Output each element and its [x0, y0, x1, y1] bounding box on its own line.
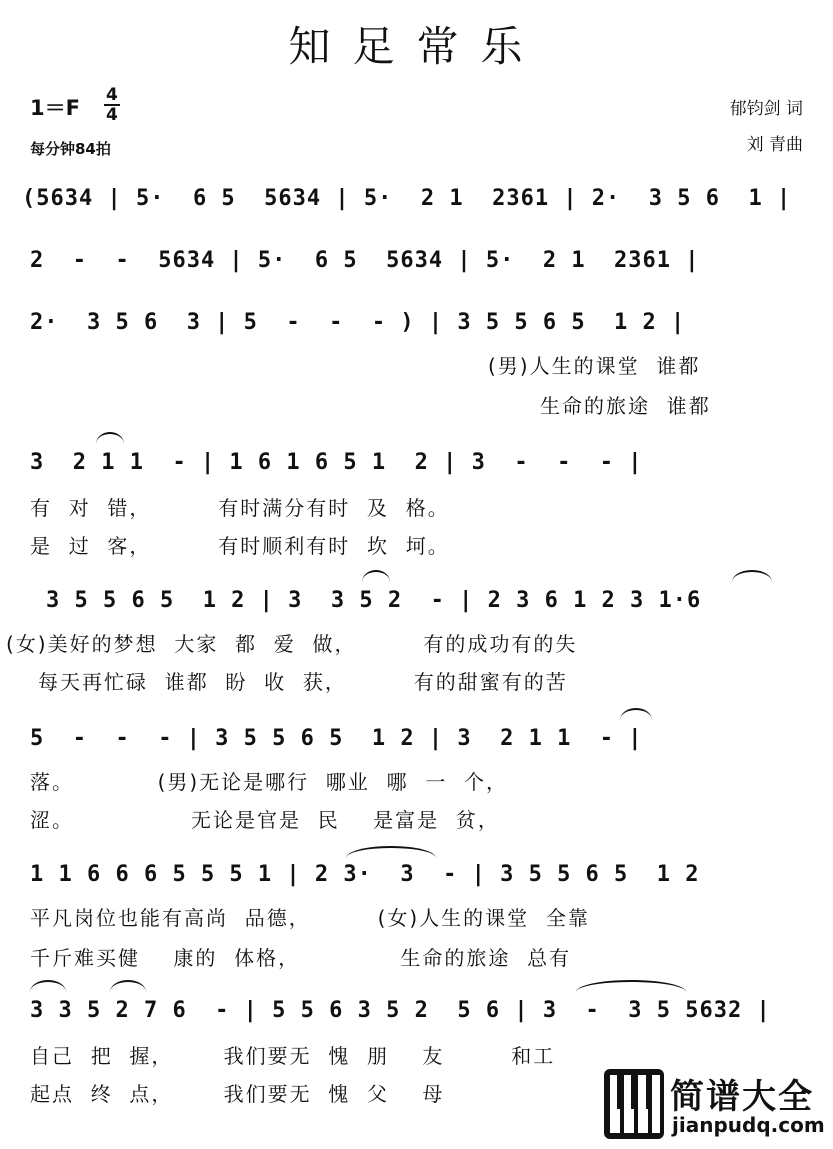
- lyric-line: (男)人生的课堂 谁都: [488, 354, 701, 378]
- tie-arc: [620, 708, 652, 720]
- lyric-line: 自己 把 握， 我们要无 愧 朋 友 和工: [30, 1044, 556, 1068]
- notation-row: (5634 | 5· 6 5 5634 | 5· 2 1 2361 | 2· 3 5 6 1 |: [22, 186, 792, 211]
- notation-row: 2 - - 5634 | 5· 6 5 5634 | 5· 2 1 2361 |: [30, 248, 700, 273]
- lyric-line: 生命的旅途 谁都: [540, 394, 711, 418]
- tempo-marking: 每分钟84拍: [30, 140, 111, 158]
- composer-credit: 刘 青曲: [746, 135, 803, 155]
- lyricist-credit: 郁钧剑 词: [729, 99, 803, 119]
- lyric-line: 每天再忙碌 谁都 盼 收 获， 有的甜蜜有的苦: [38, 670, 568, 694]
- notation-row: 5 - - - | 3 5 5 6 5 1 2 | 3 2 1 1 - |: [30, 726, 643, 751]
- lyric-line: 起点 终 点， 我们要无 愧 父 母: [30, 1082, 445, 1106]
- time-signature: $\frac{4}{4}$: [106, 85, 118, 125]
- notation-row: 1 1 6 6 6 5 5 5 1 | 2 3· 3 - | 3 5 5 6 5 1 2: [30, 862, 700, 887]
- tie-arc: [576, 980, 686, 992]
- tie-arc: [30, 980, 66, 992]
- tie-arc: [346, 846, 436, 858]
- lyric-line: (女)美好的梦想 大家 都 爱 做， 有的成功有的失: [6, 632, 578, 656]
- watermark-url: jianpudq.com: [672, 1113, 825, 1137]
- lyric-line: 千斤难买健 康的 体格， 生命的旅途 总有: [30, 946, 572, 970]
- tie-arc: [732, 570, 772, 582]
- lyric-line: 落。 (男)无论是哪行 哪业 哪 一 个，: [30, 770, 509, 794]
- song-title: 知足常乐: [288, 22, 545, 71]
- key-signature: 1＝F: [30, 96, 80, 120]
- notation-row: 3 2 1 1 - | 1 6 1 6 5 1 2 | 3 - - - |: [30, 450, 643, 475]
- tie-arc: [96, 432, 124, 444]
- tie-arc: [362, 570, 390, 582]
- watermark-name: 简谱大全: [670, 1077, 814, 1117]
- watermark-logo: [602, 1065, 827, 1143]
- lyric-line: 平凡岗位也能有高尚 品德， (女)人生的课堂 全靠: [30, 906, 590, 930]
- lyric-line: 有 对 错， 有时满分有时 及 格。: [30, 496, 450, 520]
- lyric-line: 是 过 客， 有时顺利有时 坎 坷。: [30, 534, 450, 558]
- lyric-line: 涩。 无论是官是 民 是富是 贫，: [30, 808, 500, 832]
- notation-row: 3 3 5 2 7 6 - | 5 5 6 3 5 2 5 6 | 3 - 3 5 5632 |: [30, 998, 771, 1023]
- tie-arc: [110, 980, 146, 992]
- notation-row: 3 5 5 6 5 1 2 | 3 3 5 2 - | 2 3 6 1 2 3 1·6: [46, 588, 702, 613]
- notation-row: 2· 3 5 6 3 | 5 - - - ) | 3 5 5 6 5 1 2 |: [30, 310, 686, 335]
